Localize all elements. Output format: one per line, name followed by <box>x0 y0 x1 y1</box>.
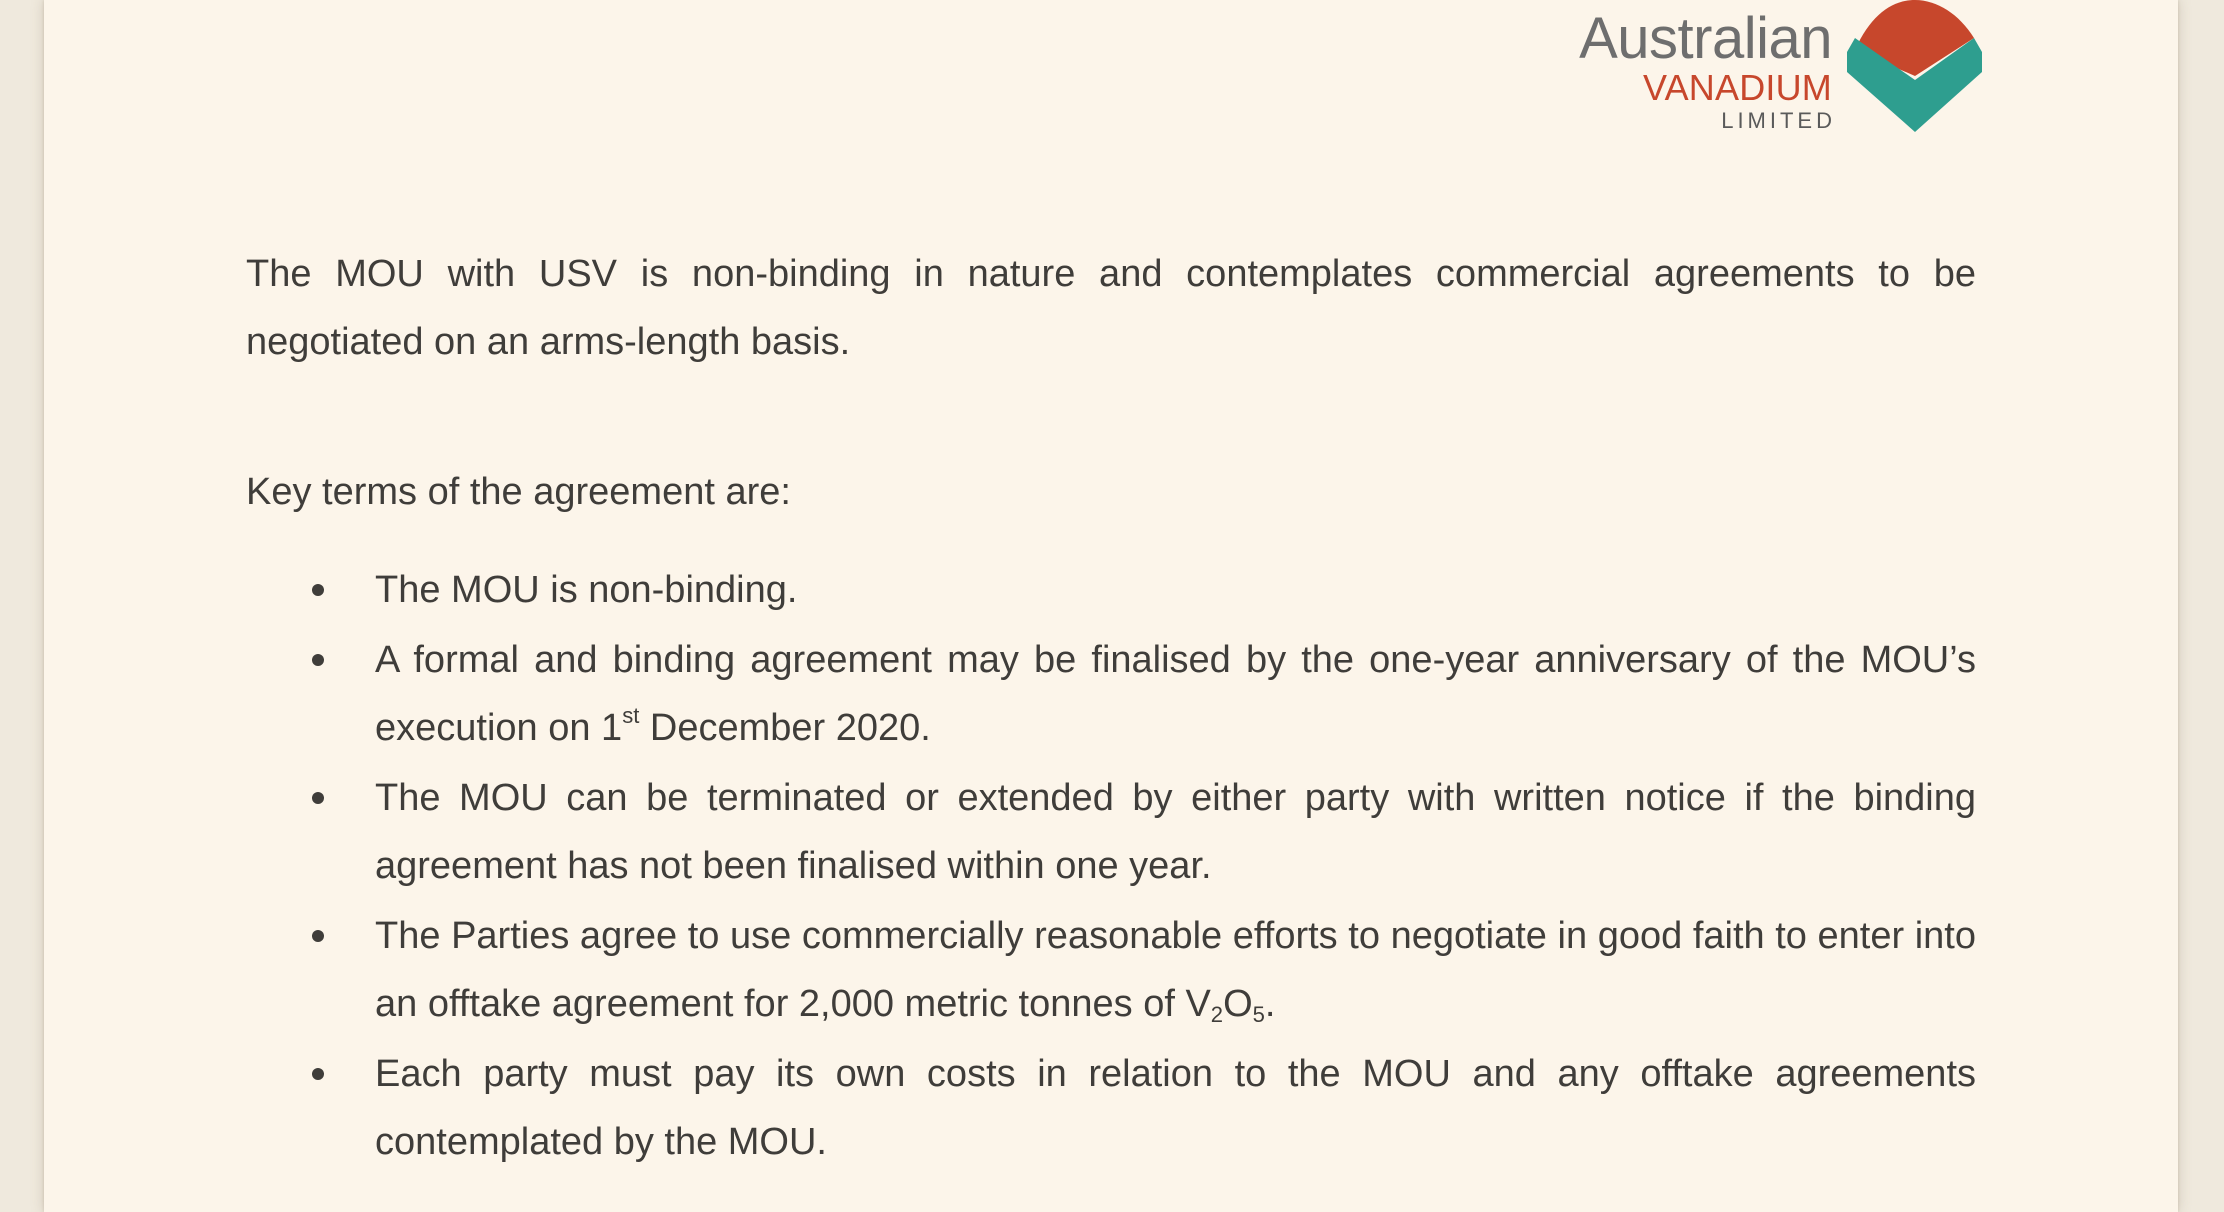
term-text-end: . <box>1264 983 1276 1025</box>
term-text: The Parties agree to use commercially reasonable efforts to negotiate in good faith to enter into an offtake agreement for 2,000 metric tonnes of V <box>375 915 1976 1025</box>
term-text: The MOU is non-binding. <box>375 569 798 611</box>
bullet-icon <box>312 930 324 942</box>
term-text: A formal and binding agreement may be finalised by the one-year anniversary of the MOU’s execution on 1 <box>375 639 1976 749</box>
logo-word-australian: Australian <box>1579 6 1832 71</box>
list-item <box>246 902 1976 1038</box>
company-logo <box>1552 0 1982 140</box>
formula-subscript: 2 <box>1210 1001 1224 1027</box>
list-item <box>246 764 1976 900</box>
formula-subscript: 5 <box>1252 1001 1265 1027</box>
term-text: Each party must pay its own costs in relation to the MOU and any offtake agreements contemplated by the MOU. <box>375 1053 1976 1163</box>
list-item <box>246 556 1976 624</box>
ordinal-suffix: st <box>622 703 640 729</box>
bullet-icon <box>312 792 324 804</box>
document-body <box>246 240 1976 1178</box>
term-text-end: December 2020. <box>639 707 931 749</box>
vanadium-chevron-icon <box>1847 0 1982 132</box>
list-item <box>246 1040 1976 1176</box>
key-terms-list <box>246 556 1976 1176</box>
document-page <box>44 0 2178 1212</box>
bullet-icon <box>312 654 324 666</box>
logo-wordmark <box>1579 6 1836 133</box>
intro-paragraph: The MOU with USV is non-binding in nature and contemplates commercial agreements to be negotiated on an arms-length basis. <box>246 253 1976 363</box>
formula-element: O <box>1223 983 1253 1025</box>
bullet-icon <box>312 584 324 596</box>
logo-word-vanadium: VANADIUM <box>1643 67 1832 108</box>
bullet-icon <box>312 1068 324 1080</box>
term-text: The MOU can be terminated or extended by either party with written notice if the binding agreement has not been finalised within one year. <box>375 777 1976 887</box>
key-terms-heading: Key terms of the agreement are: <box>246 471 791 513</box>
logo-word-limited: LIMITED <box>1721 108 1836 133</box>
list-item <box>246 626 1976 762</box>
